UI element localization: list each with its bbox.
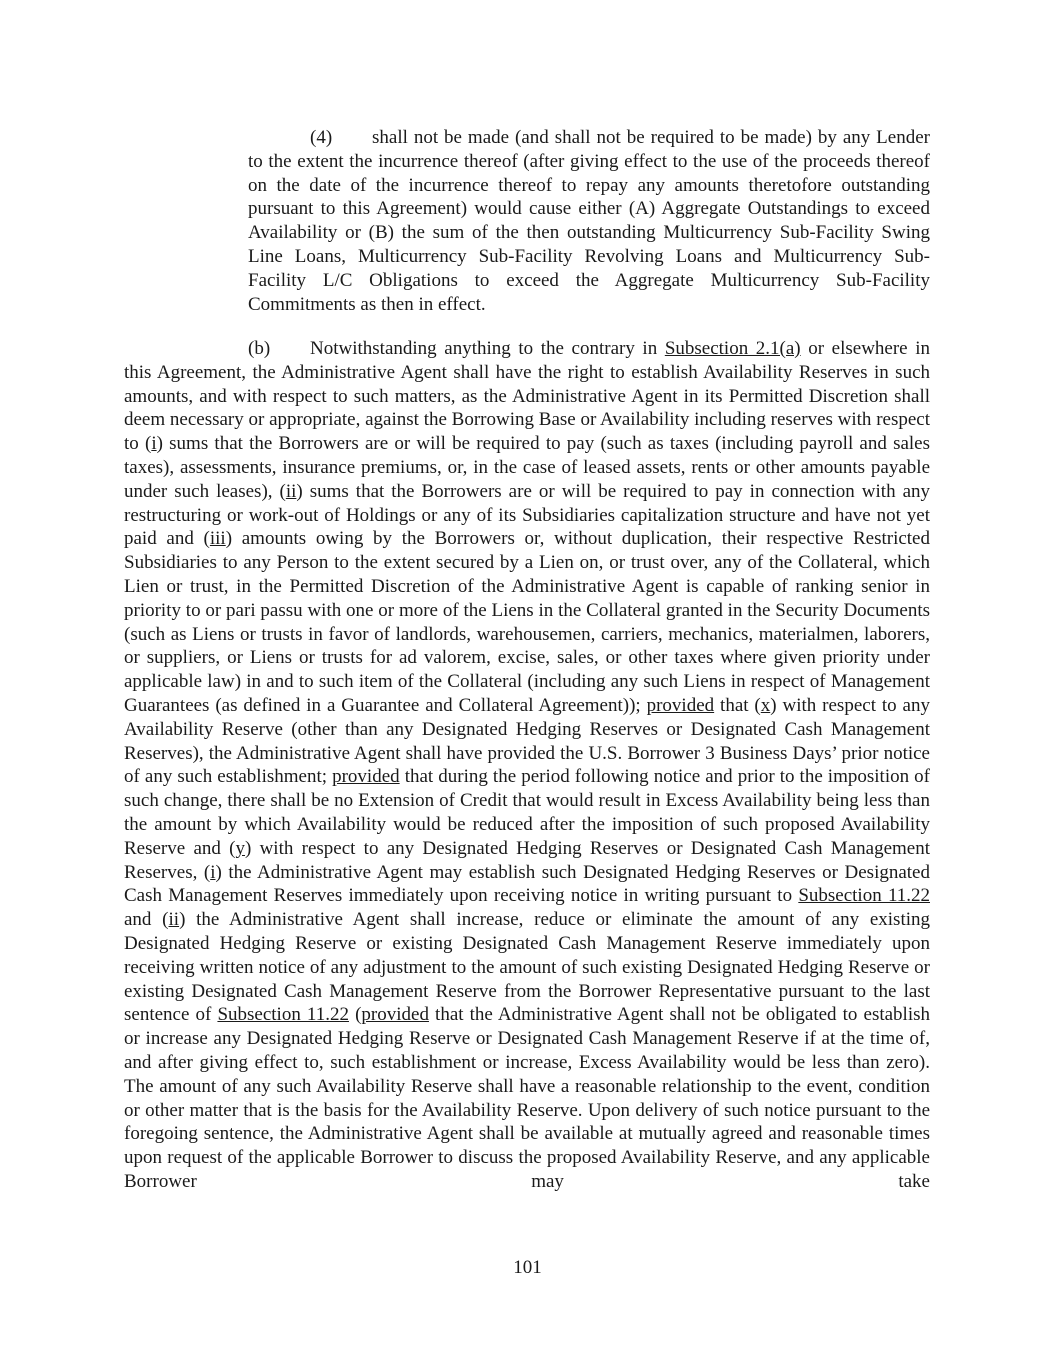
clause-marker: ii [285, 480, 297, 502]
clause-marker: i [151, 433, 157, 455]
paragraph-4 [248, 126, 930, 316]
provided-term: provided [361, 1004, 429, 1026]
text-run: that during the period following notice and prior to the imposition of such change, there shall be no Extension of Credit that would result in Excess Availability being less than the amount by which Availability would be reduced after the imposition of such proposed Availability Reserve and ( [124, 766, 930, 859]
clause-marker: i [210, 861, 216, 883]
text-run: and ( [124, 909, 169, 931]
clause-marker: iii [209, 528, 226, 550]
paragraph-text: shall not be made (and shall not be required to be made) by any Lender to the extent the incurrence thereof (after giving effect to the use of the proceeds thereof on the date of the incurrence thereof to repay any amounts theretofore outstanding pursuant to this Agreement) would cause either (A) Aggregate Outstandings to exceed Availability or (B) the sum of the then outstanding Multicurrency Sub-Facility Swing Line Loans, Multicurrency Sub-Facility Revolving Loans and Multicurrency Sub-Facility L/C Obligations to exceed the Aggregate Multicurrency Sub-Facility Commitments as then in effect. [248, 127, 930, 315]
text-run: Notwithstanding anything to the contrary in [310, 338, 665, 359]
page-number: 101 [513, 1257, 542, 1278]
text-run: ) with respect to any Designated Hedging Reserves or Designated Cash Management Reserves, ( [124, 837, 930, 883]
text-run: ) sums that the Borrowers are or will be required to pay in connection with any restructuring or work-out of Holdings or any of its Subsidiaries capitalization structure and have not yet paid and ( [124, 480, 930, 550]
clause-marker: x [760, 694, 771, 716]
text-run: or elsewhere in this Agreement, the Administrative Agent shall have the right to establish Availability Reserves in such amounts, and with respect to such matters, as the Administrative Agent in its Permitted Discretion shall deem necessary or appropriate, against the Borrowing Base or Availability including reserves with respect to ( [124, 338, 930, 455]
subsection-reference: Subsection 2.1(a) [664, 338, 801, 359]
provided-term: provided [646, 694, 715, 716]
text-run: that the Administrative Agent shall not be obligated to establish or increase any Designated Hedging Reserve or Designated Cash Management Reserve if at the time of, and after giving effect to, such establishment or increase, Excess Availability would be less than zero). The amount of any such Availability Reserve shall have a reasonable relationship to the event, condition or other matter that is the basis for the Availability Reserve. Upon delivery of such notice pursuant to the foregoing sentence, the Administrative Agent shall be available at mutually agreed and reasonable times upon request of the applicable Borrower to discuss the proposed Availability Reserve, and any applicable Borrower may take [124, 1004, 931, 1192]
clause-marker: y [235, 837, 245, 859]
text-run: ) the Administrative Agent may establish such Designated Hedging Reserves or Designated Cash Management Reserves immediately upon receiving notice in writing pursuant to [124, 861, 930, 907]
clause-marker: ii [168, 909, 180, 931]
text-run: ) the Administrative Agent shall increase, reduce or eliminate the amount of any existing Designated Hedging Reserve or existing Designated Cash Management Reserve immediately upon receiving written notice of any adjustment to the amount of such existing Designated Hedging Reserve or existing Designated Cash Management Reserve from the Borrower Representative pursuant to the last sentence of [124, 909, 931, 1026]
text-run: ) amounts owing by the Borrowers or, without duplication, their respective Restricted Subsidiaries to any Person to the extent secured by a Lien on, or trust over, any of the Collateral, which Lien or trust, in the Permitted Discretion of the Administrative Agent is capable of ranking senior in priority to or pari passu with one or more of the Liens in the Collateral granted in the Security Documents (such as Liens or trusts in favor of landlords, warehousemen, carriers, mechanics, materialmen, laborers, or suppliers, or Liens or trusts for ad valorem, excise, sales, or other taxes where given priority under applicable law) in and to such item of the Collateral (including any such Liens in respect of Management Guarantees (as defined in a Guarantee and Collateral Agreement)); [124, 528, 930, 716]
text-run: ) with respect to any Availability Reserve (other than any Designated Hedging Reserves or Designated Cash Management Reserves), the Administrative Agent shall have provided the U.S. Borrower 3 Business Days’ prior notice of any such establishment; [124, 694, 930, 788]
paragraph-number: (b) [248, 338, 271, 359]
text-run: ) sums that the Borrowers are or will be required to pay (such as taxes (including payroll and sales taxes), assessments, insurance premiums, or, in the case of leased assets, rents or other amounts payable under such leases), ( [124, 433, 931, 502]
subsection-reference: Subsection 11.22 [798, 885, 930, 907]
text-run: ( [348, 1004, 362, 1026]
subsection-reference: Subsection 11.22 [217, 1004, 349, 1026]
provided-term: provided [332, 766, 400, 788]
paragraph-b [124, 337, 930, 1194]
text-run: that ( [714, 694, 761, 716]
paragraph-number: (4) [310, 127, 333, 148]
